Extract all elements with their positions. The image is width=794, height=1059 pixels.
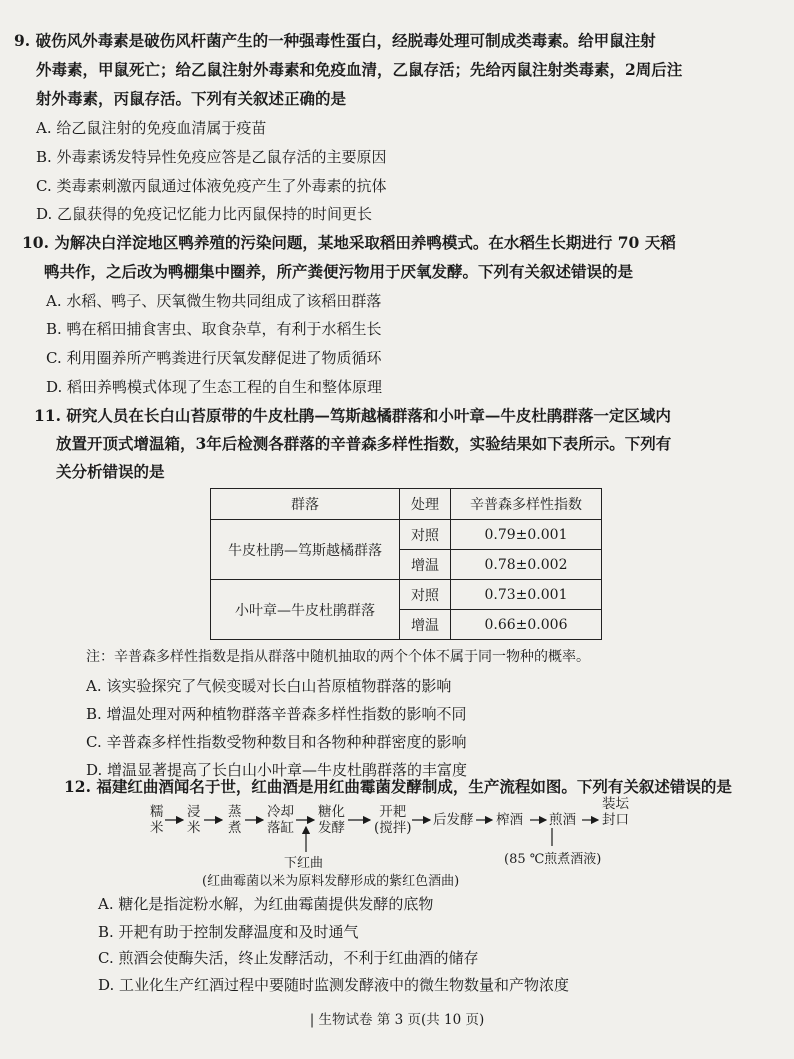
q10-stem-line-1: 10. 为解决白洋淀地区鸭养殖的污染问题，某地采取稻田养鸭模式。在水稻生长期进行 70 天稻	[22, 233, 676, 252]
table-cell-treatment: 增温	[400, 610, 451, 640]
flow-step-press: 榨酒	[496, 812, 523, 828]
table-header-treatment: 处理	[400, 489, 451, 520]
table-cell-treatment: 对照	[400, 580, 451, 610]
q12-option-b: B. 开耙有助于控制发酵温度和及时通气	[98, 923, 359, 941]
flow-step-jar-seal: 装坛 封口	[602, 796, 629, 828]
flow-step-post-fermentation: 后发酵	[433, 812, 474, 828]
brewing-flow-diagram	[150, 796, 710, 892]
table-cell-index: 0.66±0.006	[451, 610, 602, 640]
flow-step-stirring: 开耙 (搅拌)	[374, 804, 412, 836]
table-cell-index: 0.78±0.002	[451, 550, 602, 580]
q10-option-b: B. 鸭在稻田捕食害虫、取食杂草，有利于水稻生长	[46, 320, 382, 338]
q11-option-b: B. 增温处理对两种植物群落辛普森多样性指数的影响不同	[86, 705, 467, 723]
q11-stem-line-3: 关分析错误的是	[56, 462, 165, 481]
q11-stem-line-1: 11. 研究人员在长白山苔原带的牛皮杜鹃—笃斯越橘群落和小叶章—牛皮杜鹃群落一定区域内	[34, 406, 671, 425]
q9-option-b: B. 外毒素诱发特异性免疫应答是乙鼠存活的主要原因	[36, 148, 387, 166]
q9-stem-line-3: 射外毒素，丙鼠存活。下列有关叙述正确的是	[36, 89, 347, 108]
table-header-community: 群落	[211, 489, 400, 520]
flow-step-glutinous-rice: 糯 米	[150, 804, 164, 836]
table-row	[211, 520, 602, 550]
table-row	[211, 580, 602, 610]
q12-option-d: D. 工业化生产红酒过程中要随时监测发酵液中的微生物数量和产物浓度	[98, 976, 570, 994]
table-cell-index: 0.79±0.001	[451, 520, 602, 550]
q12-stem: 12. 福建红曲酒闻名于世，红曲酒是用红曲霉菌发酵制成，生产流程如图。下列有关叙述错误的是	[64, 777, 732, 796]
table-cell-treatment: 对照	[400, 520, 451, 550]
flow-step-cool-vat: 冷却 落缸	[267, 804, 294, 836]
q11-option-a: A. 该实验探究了气候变暖对长白山苔原植物群落的影响	[86, 677, 452, 695]
q9-option-a: A. 给乙鼠注射的免疫血清属于疫苗	[36, 119, 267, 137]
q10-option-c: C. 利用圈养所产鸭粪进行厌氧发酵促进了物质循环	[46, 349, 382, 367]
flow-step-soak-rice: 浸 米	[187, 804, 201, 836]
q9-stem-line-2: 外毒素，甲鼠死亡；给乙鼠注射外毒素和免疫血清，乙鼠存活；先给丙鼠注射类毒素，2周后注	[36, 60, 683, 79]
table-header-row	[211, 489, 602, 520]
q10-stem-line-2: 鸭共作，之后改为鸭棚集中圈养，所产粪便污物用于厌氧发酵。下列有关叙述错误的是	[44, 262, 634, 281]
table-header-index: 辛普森多样性指数	[451, 489, 602, 520]
q10-option-d: D. 稻田养鸭模式体现了生态工程的自生和整体原理	[46, 378, 383, 396]
page-footer: | 生物试卷 第 3 页(共 10 页)	[309, 1012, 485, 1028]
q10-option-a: A. 水稻、鸭子、厌氧微生物共同组成了该稻田群落	[46, 292, 382, 310]
q9-option-d: D. 乙鼠获得的免疫记忆能力比丙鼠保持的时间更长	[36, 205, 373, 223]
table-cell-treatment: 增温	[400, 550, 451, 580]
flow-input-red-koji: 下红曲	[284, 856, 324, 871]
flow-decoction-note: (85 ℃煎煮酒液)	[504, 852, 602, 867]
q9-stem-line-1: 9. 破伤风外毒素是破伤风杆菌产生的一种强毒性蛋白，经脱毒处理可制成类毒素。给甲鼠注射	[14, 31, 656, 50]
q11-option-d: D. 增温显著提高了长白山小叶章—牛皮杜鹃群落的丰富度	[86, 761, 468, 779]
q11-stem-line-2: 放置开顶式增温箱，3年后检测各群落的辛普森多样性指数，实验结果如下表所示。下列有	[56, 434, 672, 453]
flow-step-decoct: 煎酒	[549, 812, 576, 828]
q12-option-a: A. 糖化是指淀粉水解，为红曲霉菌提供发酵的底物	[98, 895, 434, 913]
q11-table-note: 注：辛普森多样性指数是指从群落中随机抽取的两个个体不属于同一物种的概率。	[86, 649, 590, 665]
q11-option-c: C. 辛普森多样性指数受物种数目和各物种种群密度的影响	[86, 733, 467, 751]
table-cell-index: 0.73±0.001	[451, 580, 602, 610]
table-cell-community: 牛皮杜鹃—笃斯越橘群落	[211, 520, 400, 580]
table-cell-community: 小叶章—牛皮杜鹃群落	[211, 580, 400, 640]
diversity-table	[210, 488, 602, 640]
q12-option-c: C. 煎酒会使酶失活，终止发酵活动，不利于红曲酒的储存	[98, 949, 479, 967]
q9-option-c: C. 类毒素刺激丙鼠通过体液免疫产生了外毒素的抗体	[36, 177, 387, 195]
flow-step-saccharification: 糖化 发酵	[318, 804, 345, 836]
flow-step-steam: 蒸 煮	[228, 804, 242, 836]
flow-input-note: (红曲霉菌以米为原料发酵形成的紫红色酒曲)	[202, 874, 460, 889]
